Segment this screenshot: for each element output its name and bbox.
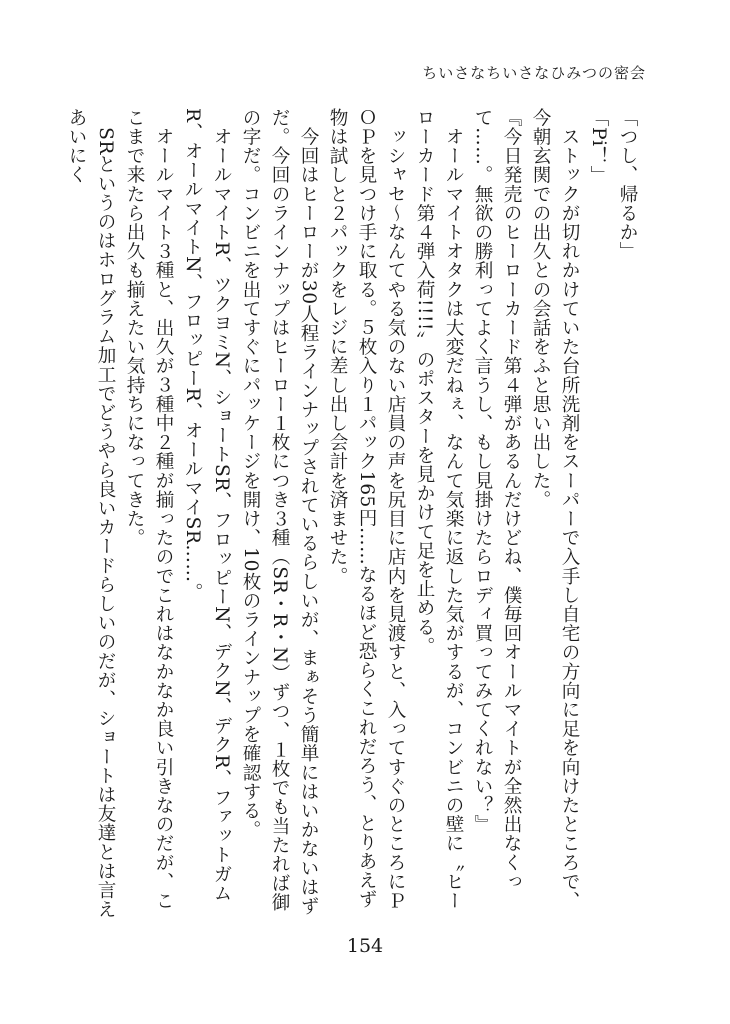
running-header: ちいさなちいさなひみつの密会 (422, 64, 646, 82)
body-text: 「つし、帰るか」 「Pi！」 ストックが切れかけていた台所洗剤をスーパーで入手し自宅の方向に足を向けたところで、今朝玄関での出久との会話をふと思い出した。 『今日発売のヒーローカード第４弾があるんだけどね、僕毎回オールマイトが全然出なくって……。無欲の勝利ってよく言うし、もし見掛けたらロディ買ってみてくれない？』 オールマイトオタクは大変だねぇ、なんて気楽に返した気がするが、コンビニの壁に〝ヒーローカード第４弾入荷!!!!〟のポスターを見かけて足を止める。 ッシャセ〜なんてやる気のない店員の声を尻目に店内を見渡すと、入ってすぐのところにＰＯＰを見つけ手に取る。５枚入り１パック165円……なるほど恐らくこれだろう、とりあえず物は試しと２パックをレジに差し出し会計を済ませた。 今回はヒーローが30人程ラインナップされているらしいが、まぁそう簡単にはいかないはずだ。今回のラインナップはヒーロー１枚につき３種（SR・R・N）ずつ、１枚でも当たれば御の字だ。コンビニを出てすぐにパッケージを開け、10枚のラインナップを確認する。 オールマイトR、ツクヨミN、ショートSR、フロッピーN、デクN、デクR、ファットガムR、オールマイトN、フロッピーR、オールマイSR……。 オールマイト３種と、出久が３種中２種が揃ったのでこれはなかなか良い引きなのだが、ここまで来たら出久も揃えたい気持ちになってきた。 SRというのはホログラム加工でどうやら良いカードらしいのだが、ショートは友達とは言えあいにく (66, 108, 638, 919)
page-number: 154 (346, 935, 384, 957)
